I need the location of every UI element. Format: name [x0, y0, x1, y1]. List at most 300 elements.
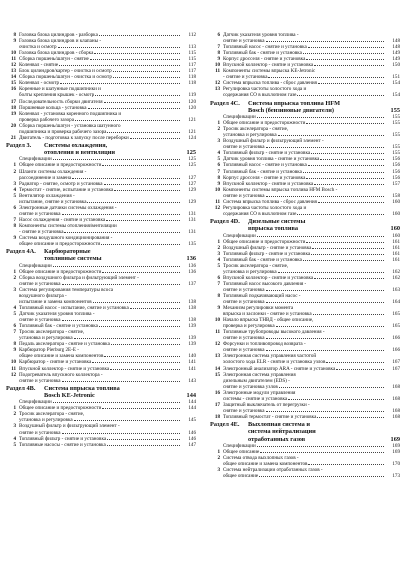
entry-title: Последовательность сборки двигателя: [19, 98, 103, 105]
entry-title: общее описание: [223, 473, 259, 480]
page-number: 124: [188, 134, 196, 141]
dot-leader: [94, 53, 180, 54]
entry-title: Топливный насос - снятие и установка: [223, 44, 307, 51]
section-heading: [210, 421, 400, 428]
page-number: 168: [392, 413, 400, 420]
entry-number: 2: [217, 126, 220, 133]
entry-title: испытание и замена компонентов: [19, 299, 92, 306]
entry-title: снятие и установка: [223, 299, 265, 306]
toc-entry: [210, 473, 400, 479]
entry-title: Топливный бак - снятие и установка: [223, 168, 302, 175]
entry-title: Регулировка частоты холостого хода и: [223, 204, 307, 211]
page-number: 120: [188, 98, 196, 105]
page-number: 121: [188, 128, 196, 135]
page-number: 155: [392, 132, 400, 139]
entry-number: 1: [217, 238, 220, 245]
page-number: 151: [392, 74, 400, 81]
entry-title: Топливный термостат - снятие и установка: [223, 413, 317, 420]
toc-entry: [6, 135, 196, 141]
dot-leader: [318, 83, 384, 84]
page-number: 166: [392, 347, 400, 354]
dot-leader: [260, 452, 384, 453]
entry-title: Впускной коллектор - снятие и установка: [223, 274, 314, 281]
entry-title: Двигатель - подготовка к запуску после переборки: [19, 134, 129, 141]
page-number: 149: [392, 56, 400, 63]
entry-number: 6: [217, 32, 220, 38]
entry-number: 9: [217, 305, 220, 312]
entry-number: 1: [13, 405, 16, 412]
entry-title: Спецификации: [19, 399, 52, 406]
page-number: 131: [188, 216, 196, 223]
entry-number: 9: [13, 347, 16, 354]
dot-leader: [303, 172, 384, 173]
dot-leader: [312, 248, 384, 249]
page-number: 136: [188, 262, 196, 269]
entry-number: 14: [10, 74, 16, 81]
page-number: 168: [392, 383, 400, 390]
dot-leader: [308, 464, 384, 465]
dot-leader: [87, 202, 180, 203]
entry-title: Педаль акселератора - снятие и установка: [19, 341, 110, 348]
dot-leader: [101, 244, 180, 245]
entry-title: Насос охлаждения - снятие и установка: [19, 216, 106, 223]
entry-number: 9: [13, 38, 16, 45]
entry-number: 6: [13, 204, 16, 211]
entry-title: Карбюратор - снятие и установка: [19, 359, 92, 366]
section-label: Раздел 4D.: [210, 217, 240, 225]
dot-leader: [74, 338, 180, 339]
entry-number: 21: [10, 134, 16, 141]
page-number: 136: [188, 268, 196, 275]
entry-title: подшипника и проверка рабочего зазора: [19, 128, 107, 135]
entry-title: Спецификации: [223, 442, 256, 449]
entry-title: холостого хода ELR - снятие и установка узлов: [223, 359, 326, 366]
page-number: 173: [392, 473, 400, 480]
section-title: Карбюраторные: [44, 248, 91, 256]
entry-title: впрыска и заслонки - снятие и установка: [223, 311, 312, 318]
entry-number: 4: [217, 150, 220, 157]
entry-number: 10: [214, 186, 220, 193]
entry-title: Топливный насос - снятие и установка: [223, 162, 307, 169]
entry-number: 12: [214, 204, 220, 211]
entry-title: Впускной коллектор - снятие и установка: [223, 180, 314, 187]
page-number: 135: [188, 241, 196, 248]
page-number: 161: [392, 244, 400, 251]
page-number: [383, 428, 400, 435]
toc-entry: [210, 211, 400, 217]
entry-number: 4: [13, 186, 16, 193]
dot-leader: [113, 71, 180, 72]
entry-title: Термостат - снятие, испытание и установка: [19, 186, 114, 193]
dot-leader: [92, 362, 180, 363]
dot-leader: [313, 314, 384, 315]
entry-number: 7: [13, 216, 16, 223]
dot-leader: [114, 190, 180, 191]
page-number: 161: [392, 250, 400, 257]
entry-title: установка и регулировка: [223, 132, 277, 139]
entry-title: Подогреватель впускного коллектора -: [19, 371, 103, 378]
entry-title: общее описание и предосторожности: [19, 241, 101, 248]
entry-number: 2: [13, 168, 16, 175]
page-number: 144: [188, 399, 196, 406]
entry-number: 6: [217, 162, 220, 169]
entry-title: Общее описание и предосторожности: [19, 405, 102, 412]
entry-title: Топливный фильтр - снятие и установка: [223, 250, 311, 257]
entry-number: 15: [10, 80, 16, 87]
entry-title: Тросик акселератора - снятие,: [223, 126, 289, 133]
section-title: Системы охлаждения,: [44, 141, 108, 149]
entry-title: Система воздушного кондиционирования -: [19, 235, 113, 242]
page-number: 136: [186, 255, 196, 263]
dot-leader: [278, 135, 384, 136]
section-heading-continued: [210, 436, 400, 443]
page-number: 154: [392, 92, 400, 99]
entry-title: Корпус дросселя - снятие и установка: [223, 56, 306, 63]
page-number: 112: [188, 32, 196, 38]
entry-title: Впускной коллектор - снятие и установка: [223, 62, 314, 69]
section-heading: [6, 248, 196, 255]
page-number: 155: [392, 144, 400, 151]
entry-number: 12: [10, 371, 16, 378]
entry-title: Электронные модули управления: [223, 389, 296, 396]
entry-title: снятие и установка: [19, 317, 61, 324]
dot-leader: [102, 272, 180, 273]
entry-number: 5: [13, 311, 16, 318]
entry-number: 10: [214, 317, 220, 324]
entry-title: снятие и установка: [223, 144, 265, 151]
entry-title: болты крепления крышек - осмотр: [19, 92, 95, 99]
page-number: 138: [188, 317, 196, 324]
entry-title: Коленвал - снятие: [19, 62, 59, 69]
toc-entry: [6, 378, 196, 384]
dot-leader: [58, 47, 180, 48]
entry-title: Топливный насос высокого давления -: [223, 280, 307, 287]
section-heading-continued: [210, 225, 400, 232]
section-label: Раздел 3.: [6, 141, 32, 149]
page-number: 155: [392, 120, 400, 127]
entry-title: Электронный анализатор ARA - снятие и установка: [223, 365, 336, 372]
entry-title: - снятие и установка: [223, 74, 268, 81]
entry-title: Тросик акселератора - снятие,: [19, 329, 85, 336]
entry-number: 14: [214, 365, 220, 372]
entry-number: 11: [215, 329, 220, 336]
entry-title: снятие и установка: [19, 280, 61, 287]
section-heading-continued: [210, 428, 400, 435]
entry-number: 3: [217, 250, 220, 257]
page-number: 150: [392, 62, 400, 69]
entry-number: 10: [10, 359, 16, 366]
entry-title: общее описание и замена компонентов: [19, 353, 104, 360]
entry-number: 3: [217, 138, 220, 145]
entry-number: 8: [217, 292, 220, 299]
dot-leader: [306, 178, 384, 179]
entry-number: 3: [217, 467, 220, 474]
entry-title: снятие и установка узлов: [223, 383, 278, 390]
page-number: 160: [392, 198, 400, 205]
entry-title: содержания CO в выхлопном газе: [223, 92, 297, 99]
section-heading: [210, 100, 400, 107]
entry-title: проверка и регулировка: [223, 323, 275, 330]
page-number: 167: [392, 365, 400, 372]
toc-entry: [6, 442, 196, 448]
dot-leader: [113, 77, 180, 78]
section-title: Bosch KE-Jetronic: [44, 391, 95, 399]
entry-title: Общее описание: [223, 448, 260, 455]
page-number: 140: [188, 353, 196, 360]
dot-leader: [111, 344, 180, 345]
entry-title: снятие и установка: [223, 192, 265, 199]
page-number: 117: [188, 62, 196, 69]
entry-title: Система отвода выхлопных газов -: [223, 454, 299, 461]
dot-leader: [257, 446, 384, 447]
entry-title: Система впрыска топлива - сброс давления: [223, 198, 317, 205]
dot-leader: [88, 108, 180, 109]
dot-leader: [303, 260, 384, 261]
dot-leader: [266, 411, 384, 412]
entry-title: Воздушный фильтр - снятие и установка: [223, 244, 312, 251]
dot-leader: [306, 242, 384, 243]
page-number: 146: [188, 435, 196, 442]
entry-number: 8: [217, 50, 220, 57]
entry-number: 5: [13, 441, 16, 448]
page-number: 118: [188, 80, 196, 87]
dot-leader: [60, 83, 180, 84]
dot-leader: [268, 77, 384, 78]
entry-title: Топливный бак - снятие и установка: [223, 50, 302, 57]
dot-leader: [288, 399, 384, 400]
dot-leader: [59, 65, 180, 66]
entry-number: 10: [10, 50, 16, 57]
entry-number: 4: [13, 305, 16, 312]
dot-leader: [53, 266, 180, 267]
dot-leader: [306, 123, 384, 124]
toc-left-column: [6, 32, 196, 448]
entry-number: 12: [214, 80, 220, 87]
dot-leader: [64, 232, 180, 233]
entry-title: снятие и установка: [19, 429, 61, 436]
section-title: система нейтрализации: [248, 428, 316, 436]
entry-title: Общее описание и предосторожности: [223, 120, 306, 127]
page-number: 156: [392, 168, 400, 175]
page-number: 138: [188, 299, 196, 306]
entry-number: 11: [215, 198, 220, 205]
dot-leader: [276, 326, 384, 327]
entry-title: Воздушный фильтр и фильтрующий элемент -: [223, 138, 324, 145]
entry-title: рассоединение и замена: [19, 174, 72, 181]
page-number: 165: [392, 311, 400, 318]
page-number: 168: [392, 395, 400, 402]
dot-leader: [314, 65, 384, 66]
entry-number: 6: [13, 323, 16, 330]
entry-title: содержания CO в выхлопном газе: [223, 210, 297, 217]
entry-title: Сборка поршень/шатун - снятие: [19, 56, 89, 63]
dot-leader: [320, 159, 384, 160]
entry-number: 7: [217, 280, 220, 287]
entry-number: 6: [217, 274, 220, 281]
page-number: 167: [392, 359, 400, 366]
entry-number: 18: [10, 104, 16, 111]
entry-number: 9: [217, 56, 220, 63]
entry-title: Карбюратор Pierburg 2E-E -: [19, 347, 79, 354]
entry-title: Общее описание и предосторожности: [19, 162, 102, 169]
dot-leader: [72, 178, 180, 179]
dot-leader: [266, 147, 384, 148]
entry-number: 2: [13, 274, 16, 281]
page-number: 147: [188, 441, 196, 448]
dot-leader: [257, 236, 384, 237]
entry-number: 2: [217, 454, 220, 461]
entry-title: Датчик указателя уровня топлива -: [19, 311, 95, 318]
entry-number: 11: [215, 68, 220, 75]
entry-number: 11: [11, 365, 16, 372]
entry-title: общее описание и замена компонентов: [223, 460, 308, 467]
entry-title: снятие и установка: [19, 377, 61, 384]
page-number: 145: [188, 417, 196, 424]
page-number: 146: [188, 429, 196, 436]
entry-number: 16: [10, 86, 16, 93]
section-heading: [210, 218, 400, 225]
page-number: 160: [392, 210, 400, 217]
page-number: 169: [390, 435, 400, 443]
page-number: 115: [188, 56, 196, 63]
entry-title: Головка блока цилиндров - разборка: [19, 32, 98, 38]
dot-leader: [257, 117, 384, 118]
entry-number: 18: [214, 413, 220, 420]
entry-number: 8: [13, 222, 16, 229]
entry-title: Система регулирования температуры всоса: [19, 286, 114, 293]
dot-leader: [99, 326, 180, 327]
entry-title: Топливный насос - испытание, снятие и установка: [19, 305, 129, 312]
entry-title: Впускной коллектор - снятие и установка: [19, 365, 110, 372]
entry-title: Электронные датчики системы охлаждения -: [19, 204, 117, 211]
dot-leader: [314, 184, 384, 185]
page-number: 127: [188, 180, 196, 187]
dot-leader: [130, 308, 180, 309]
dot-leader: [110, 369, 180, 370]
dot-leader: [308, 165, 384, 166]
toc-entry: [210, 92, 400, 98]
section-heading-continued: [210, 107, 400, 114]
entry-number: 4: [13, 435, 16, 442]
entry-title: системы - снятие и установка: [223, 395, 288, 402]
section-title: отопления и вентиляции: [44, 149, 115, 157]
entry-title: Тросик акселератора - снятие,: [223, 262, 289, 269]
entry-title: Блок цилиндров/картер - очистка и осмотр: [19, 68, 112, 75]
page-number: 157: [392, 180, 400, 187]
entry-title: Защитный выключатель от перегрузки -: [223, 401, 310, 408]
dot-leader: [102, 408, 180, 409]
entry-title: Датчик указателя уровня топлива -: [223, 32, 299, 38]
entry-number: 9: [13, 235, 16, 242]
page-number: 155: [390, 106, 400, 114]
entry-title: Сборка поршень/шатун - очистка и осмотр: [19, 74, 112, 81]
page-number: 156: [392, 162, 400, 169]
entry-number: 1: [13, 162, 16, 169]
dot-leader: [62, 320, 180, 321]
entry-title: Тросик акселератора - снятие,: [19, 411, 85, 418]
dot-leader: [107, 132, 180, 133]
page-number: 119: [188, 92, 196, 99]
page-number: 125: [188, 162, 196, 169]
entry-number: 4: [217, 256, 220, 263]
entry-number: 17: [10, 98, 16, 105]
entry-title: снятие и установка: [223, 335, 265, 342]
page-number: 148: [392, 44, 400, 51]
section-title: Система впрыска топлива: [44, 384, 120, 392]
page-number: 121: [188, 116, 196, 123]
entry-number: 13: [214, 86, 220, 93]
dot-leader: [266, 290, 384, 291]
entry-title: Топливные трубопроводы высокого давления -: [223, 329, 325, 336]
entry-number: 12: [10, 62, 16, 69]
entry-number: 19: [10, 110, 16, 117]
page-number: 154: [392, 80, 400, 87]
entry-number: 3: [13, 286, 16, 293]
entry-title: Спецификации: [19, 156, 52, 163]
page-number: 144: [188, 405, 196, 412]
page-number: 115: [188, 50, 196, 57]
dot-leader: [102, 165, 180, 166]
dot-leader: [318, 202, 384, 203]
entry-number: 10: [214, 62, 220, 69]
entry-number: 11: [11, 56, 16, 63]
dot-leader: [93, 302, 180, 303]
section-title: отработанных газов: [248, 435, 306, 443]
entry-title: Воздушный фильтр и фильтрующий элемент -: [19, 423, 120, 430]
dot-leader: [303, 53, 384, 54]
dot-leader: [75, 120, 180, 121]
section-heading-continued: [6, 255, 196, 262]
page-number: 163: [392, 286, 400, 293]
dot-leader: [311, 153, 384, 154]
entry-title: Механизм регулировки момента: [223, 305, 294, 312]
entry-title: снятие и установка: [223, 38, 265, 45]
entry-title: Спецификации: [19, 262, 52, 269]
dot-leader: [306, 59, 384, 60]
section-label: Раздел 4A.: [6, 248, 36, 256]
entry-title: Коленвал - осмотр: [19, 80, 60, 87]
toc-right-column: [210, 32, 400, 479]
entry-title: Компоненты системы впрыска топлива HFM Bosch -: [223, 186, 338, 193]
entry-number: 3: [13, 423, 16, 430]
entry-number: 9: [217, 180, 220, 187]
dot-leader: [62, 381, 180, 382]
section-heading: [6, 385, 196, 392]
entry-title: Электронная система управления: [223, 371, 296, 378]
entry-number: 3: [13, 180, 16, 187]
entry-title: Система нейтрализации отработанных газов -: [223, 467, 323, 474]
entry-title: снятие и установка: [223, 286, 265, 293]
entry-title: Электронная система управления частотой: [223, 353, 317, 360]
dot-leader: [297, 95, 384, 96]
page-number: 125: [186, 149, 196, 157]
entry-title: Общее описание и предосторожности: [19, 268, 102, 275]
entry-title: Спецификации: [223, 114, 256, 121]
page-number: 156: [392, 156, 400, 163]
page-number: 118: [188, 74, 196, 81]
entry-title: установка и регулировка: [19, 335, 73, 342]
entry-title: проверка рабочего зазора: [19, 116, 74, 123]
entry-title: Форсунки и топливопровод возврата -: [223, 341, 306, 348]
entry-number: 8: [13, 341, 16, 348]
entry-title: Компоненты системы отопления/вентиляции: [19, 222, 117, 229]
entry-number: 8: [13, 32, 16, 38]
page-number: 139: [188, 341, 196, 348]
entry-title: Общее описание и предосторожности: [223, 238, 306, 245]
page-number: 164: [392, 299, 400, 306]
entry-number: 7: [217, 44, 220, 51]
page-number: 138: [188, 305, 196, 312]
